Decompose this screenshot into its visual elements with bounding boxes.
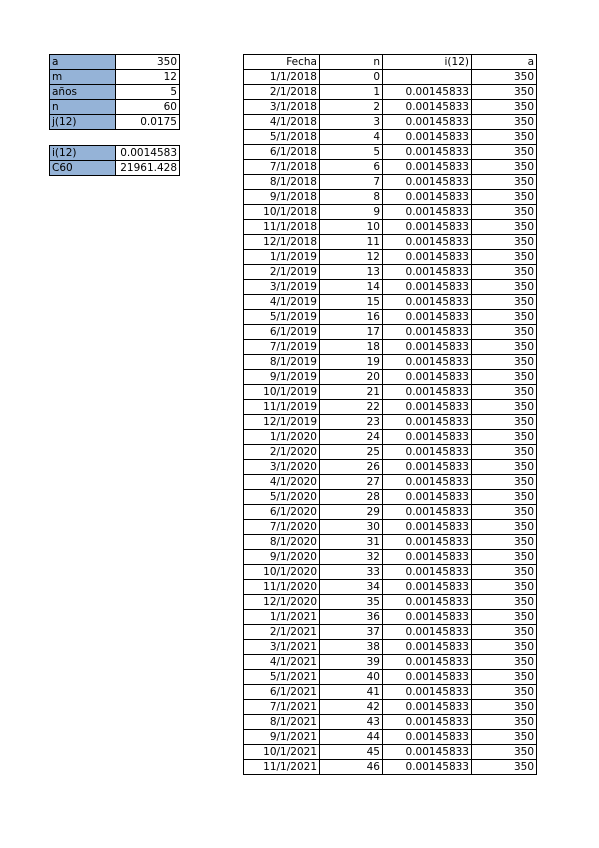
cell-n[interactable]: 5	[320, 145, 383, 160]
cell-fecha[interactable]: 1/1/2020	[244, 430, 320, 445]
cell-rate[interactable]: 0.00145833	[383, 85, 472, 100]
cell-a[interactable]: 350	[472, 535, 537, 550]
cell-n[interactable]: 14	[320, 280, 383, 295]
cell-a[interactable]: 350	[472, 580, 537, 595]
cell-a[interactable]: 350	[472, 385, 537, 400]
cell-a[interactable]: 350	[472, 190, 537, 205]
table-row	[244, 700, 537, 715]
cell-a[interactable]: 350	[472, 370, 537, 385]
param-value[interactable]: 0.0175	[116, 115, 180, 130]
param-label[interactable]: m	[50, 70, 116, 85]
cell-n[interactable]: 6	[320, 160, 383, 175]
param-row	[50, 115, 180, 130]
cell-n[interactable]: 31	[320, 535, 383, 550]
cell-n[interactable]: 39	[320, 655, 383, 670]
cell-fecha[interactable]: 3/1/2020	[244, 460, 320, 475]
cell-rate[interactable]: 0.00145833	[383, 745, 472, 760]
table-row	[244, 565, 537, 580]
table-row	[244, 205, 537, 220]
table-row	[244, 730, 537, 745]
cell-a[interactable]: 350	[472, 310, 537, 325]
cell-n[interactable]: 42	[320, 700, 383, 715]
cell-a[interactable]: 350	[472, 325, 537, 340]
param-label[interactable]: j(12)	[50, 115, 116, 130]
table-row	[244, 235, 537, 250]
table-row	[244, 475, 537, 490]
cell-n[interactable]: 38	[320, 640, 383, 655]
cell-a[interactable]: 350	[472, 700, 537, 715]
table-row	[244, 430, 537, 445]
cell-a[interactable]: 350	[472, 745, 537, 760]
cell-fecha[interactable]: 10/1/2021	[244, 745, 320, 760]
table-row	[244, 685, 537, 700]
cell-a[interactable]: 350	[472, 625, 537, 640]
cell-n[interactable]: 20	[320, 370, 383, 385]
table-row	[244, 535, 537, 550]
table-row	[244, 580, 537, 595]
payment-schedule-table	[243, 54, 537, 775]
cell-rate[interactable]: 0.00145833	[383, 250, 472, 265]
cell-n[interactable]: 18	[320, 340, 383, 355]
cell-fecha[interactable]: 3/1/2018	[244, 100, 320, 115]
table-row	[244, 145, 537, 160]
cell-n[interactable]: 4	[320, 130, 383, 145]
cell-fecha[interactable]: 10/1/2020	[244, 565, 320, 580]
table-row	[244, 385, 537, 400]
cell-n[interactable]: 33	[320, 565, 383, 580]
cell-n[interactable]: 9	[320, 205, 383, 220]
cell-a[interactable]: 350	[472, 640, 537, 655]
cell-n[interactable]: 27	[320, 475, 383, 490]
table-row	[244, 655, 537, 670]
cell-rate[interactable]: 0.00145833	[383, 670, 472, 685]
cell-a[interactable]: 350	[472, 70, 537, 85]
cell-rate[interactable]: 0.00145833	[383, 760, 472, 775]
table-row	[244, 415, 537, 430]
cell-fecha[interactable]: 8/1/2021	[244, 715, 320, 730]
cell-fecha[interactable]: 6/1/2021	[244, 685, 320, 700]
table-row	[244, 295, 537, 310]
cell-fecha[interactable]: 12/1/2020	[244, 595, 320, 610]
cell-rate[interactable]: 0.00145833	[383, 130, 472, 145]
cell-n[interactable]: 43	[320, 715, 383, 730]
cell-a[interactable]: 350	[472, 250, 537, 265]
cell-fecha[interactable]: 6/1/2020	[244, 505, 320, 520]
table-row	[244, 355, 537, 370]
param-label[interactable]: n	[50, 100, 116, 115]
cell-rate[interactable]: 0.00145833	[383, 460, 472, 475]
cell-fecha[interactable]: 7/1/2021	[244, 700, 320, 715]
cell-rate[interactable]: 0.00145833	[383, 385, 472, 400]
cell-n[interactable]: 3	[320, 115, 383, 130]
cell-n[interactable]: 40	[320, 670, 383, 685]
table-row	[244, 130, 537, 145]
cell-fecha[interactable]: 4/1/2018	[244, 115, 320, 130]
cell-a[interactable]: 350	[472, 145, 537, 160]
cell-a[interactable]: 350	[472, 355, 537, 370]
cell-a[interactable]: 350	[472, 400, 537, 415]
cell-a[interactable]: 350	[472, 490, 537, 505]
param-value[interactable]: 0.0014583	[116, 146, 180, 161]
header-a[interactable]: a	[472, 55, 537, 70]
cell-fecha[interactable]: 9/1/2019	[244, 370, 320, 385]
cell-rate[interactable]: 0.00145833	[383, 355, 472, 370]
cell-rate[interactable]: 0.00145833	[383, 685, 472, 700]
cell-a[interactable]: 350	[472, 670, 537, 685]
table-row	[244, 70, 537, 85]
cell-n[interactable]: 16	[320, 310, 383, 325]
cell-rate[interactable]: 0.00145833	[383, 295, 472, 310]
cell-fecha[interactable]: 5/1/2021	[244, 670, 320, 685]
cell-fecha[interactable]: 9/1/2020	[244, 550, 320, 565]
cell-rate[interactable]: 0.00145833	[383, 265, 472, 280]
cell-rate[interactable]: 0.00145833	[383, 220, 472, 235]
cell-a[interactable]: 350	[472, 265, 537, 280]
cell-fecha[interactable]: 1/1/2018	[244, 70, 320, 85]
cell-n[interactable]: 30	[320, 520, 383, 535]
cell-fecha[interactable]: 1/1/2021	[244, 610, 320, 625]
cell-fecha[interactable]: 3/1/2019	[244, 280, 320, 295]
table-row	[244, 115, 537, 130]
cell-n[interactable]: 45	[320, 745, 383, 760]
table-row	[244, 370, 537, 385]
cell-a[interactable]: 350	[472, 730, 537, 745]
cell-rate[interactable]: 0.00145833	[383, 115, 472, 130]
cell-a[interactable]: 350	[472, 115, 537, 130]
table-row	[244, 100, 537, 115]
cell-a[interactable]: 350	[472, 430, 537, 445]
cell-rate[interactable]: 0.00145833	[383, 550, 472, 565]
cell-rate[interactable]: 0.00145833	[383, 730, 472, 745]
param-row	[50, 100, 180, 115]
table-row	[244, 340, 537, 355]
cell-a[interactable]: 350	[472, 340, 537, 355]
header-rate[interactable]: i(12)	[383, 55, 472, 70]
cell-fecha[interactable]: 11/1/2020	[244, 580, 320, 595]
cell-fecha[interactable]: 4/1/2021	[244, 655, 320, 670]
table-row	[244, 220, 537, 235]
cell-n[interactable]: 32	[320, 550, 383, 565]
cell-n[interactable]: 36	[320, 610, 383, 625]
cell-rate[interactable]: 0.00145833	[383, 235, 472, 250]
cell-rate[interactable]: 0.00145833	[383, 475, 472, 490]
table-header-row	[244, 55, 537, 70]
cell-rate[interactable]: 0.00145833	[383, 640, 472, 655]
cell-fecha[interactable]: 2/1/2019	[244, 265, 320, 280]
cell-fecha[interactable]: 8/1/2019	[244, 355, 320, 370]
cell-n[interactable]: 28	[320, 490, 383, 505]
cell-rate[interactable]: 0.00145833	[383, 175, 472, 190]
param-label[interactable]: C60	[50, 161, 116, 176]
table-row	[244, 85, 537, 100]
cell-n[interactable]: 37	[320, 625, 383, 640]
cell-rate[interactable]: 0.00145833	[383, 535, 472, 550]
table-row	[244, 280, 537, 295]
table-row	[244, 490, 537, 505]
cell-fecha[interactable]: 11/1/2019	[244, 400, 320, 415]
param-row	[50, 85, 180, 100]
cell-fecha[interactable]: 10/1/2018	[244, 205, 320, 220]
table-row	[244, 520, 537, 535]
table-row	[244, 400, 537, 415]
cell-fecha[interactable]: 6/1/2019	[244, 325, 320, 340]
param-value[interactable]: 12	[116, 70, 180, 85]
cell-fecha[interactable]: 9/1/2018	[244, 190, 320, 205]
cell-fecha[interactable]: 11/1/2021	[244, 760, 320, 775]
table-row	[244, 595, 537, 610]
cell-rate[interactable]: 0.00145833	[383, 310, 472, 325]
cell-rate[interactable]: 0.00145833	[383, 565, 472, 580]
cell-fecha[interactable]: 7/1/2018	[244, 160, 320, 175]
cell-n[interactable]: 17	[320, 325, 383, 340]
cell-fecha[interactable]: 2/1/2020	[244, 445, 320, 460]
table-row	[244, 445, 537, 460]
table-row	[244, 550, 537, 565]
table-row	[244, 760, 537, 775]
cell-rate[interactable]: 0.00145833	[383, 610, 472, 625]
param-row	[50, 70, 180, 85]
param-value[interactable]: 21961.428	[116, 161, 180, 176]
parameters-table	[49, 54, 180, 130]
cell-n[interactable]: 10	[320, 220, 383, 235]
cell-a[interactable]: 350	[472, 475, 537, 490]
table-row	[244, 160, 537, 175]
cell-rate[interactable]: 0.00145833	[383, 190, 472, 205]
cell-fecha[interactable]: 2/1/2021	[244, 625, 320, 640]
cell-n[interactable]: 1	[320, 85, 383, 100]
results-table	[49, 145, 180, 176]
param-row	[50, 55, 180, 70]
param-value[interactable]: 350	[116, 55, 180, 70]
cell-n[interactable]: 35	[320, 595, 383, 610]
cell-fecha[interactable]: 5/1/2020	[244, 490, 320, 505]
cell-fecha[interactable]: 3/1/2021	[244, 640, 320, 655]
cell-n[interactable]: 0	[320, 70, 383, 85]
cell-a[interactable]: 350	[472, 295, 537, 310]
cell-rate[interactable]: 0.00145833	[383, 145, 472, 160]
cell-fecha[interactable]: 10/1/2019	[244, 385, 320, 400]
cell-a[interactable]: 350	[472, 280, 537, 295]
cell-a[interactable]: 350	[472, 520, 537, 535]
cell-fecha[interactable]: 12/1/2018	[244, 235, 320, 250]
cell-rate[interactable]: 0.00145833	[383, 205, 472, 220]
param-label[interactable]: a	[50, 55, 116, 70]
table-row	[244, 715, 537, 730]
cell-rate[interactable]: 0.00145833	[383, 715, 472, 730]
cell-rate[interactable]: 0.00145833	[383, 490, 472, 505]
cell-a[interactable]: 350	[472, 595, 537, 610]
cell-rate[interactable]: 0.00145833	[383, 655, 472, 670]
cell-rate[interactable]: 0.00145833	[383, 370, 472, 385]
cell-n[interactable]: 24	[320, 430, 383, 445]
cell-fecha[interactable]: 8/1/2020	[244, 535, 320, 550]
cell-rate[interactable]: 0.00145833	[383, 445, 472, 460]
cell-n[interactable]: 15	[320, 295, 383, 310]
cell-a[interactable]: 350	[472, 85, 537, 100]
cell-a[interactable]: 350	[472, 760, 537, 775]
cell-rate[interactable]: 0.00145833	[383, 100, 472, 115]
cell-a[interactable]: 350	[472, 655, 537, 670]
table-row	[244, 610, 537, 625]
cell-fecha[interactable]: 7/1/2020	[244, 520, 320, 535]
cell-n[interactable]: 11	[320, 235, 383, 250]
cell-rate[interactable]: 0.00145833	[383, 430, 472, 445]
cell-a[interactable]: 350	[472, 130, 537, 145]
cell-n[interactable]: 23	[320, 415, 383, 430]
cell-a[interactable]: 350	[472, 445, 537, 460]
cell-a[interactable]: 350	[472, 715, 537, 730]
cell-a[interactable]: 350	[472, 220, 537, 235]
cell-rate[interactable]: 0.00145833	[383, 415, 472, 430]
cell-fecha[interactable]: 4/1/2020	[244, 475, 320, 490]
cell-rate[interactable]	[383, 70, 472, 85]
table-row	[244, 670, 537, 685]
cell-n[interactable]: 8	[320, 190, 383, 205]
cell-rate[interactable]: 0.00145833	[383, 400, 472, 415]
table-row	[244, 505, 537, 520]
cell-n[interactable]: 25	[320, 445, 383, 460]
param-row	[50, 146, 180, 161]
cell-a[interactable]: 350	[472, 100, 537, 115]
table-row	[244, 640, 537, 655]
cell-n[interactable]: 19	[320, 355, 383, 370]
cell-rate[interactable]: 0.00145833	[383, 160, 472, 175]
cell-a[interactable]: 350	[472, 565, 537, 580]
cell-fecha[interactable]: 8/1/2018	[244, 175, 320, 190]
cell-fecha[interactable]: 12/1/2019	[244, 415, 320, 430]
table-row	[244, 175, 537, 190]
cell-n[interactable]: 22	[320, 400, 383, 415]
param-label[interactable]: años	[50, 85, 116, 100]
cell-n[interactable]: 26	[320, 460, 383, 475]
cell-fecha[interactable]: 5/1/2019	[244, 310, 320, 325]
header-fecha[interactable]: Fecha	[244, 55, 320, 70]
cell-rate[interactable]: 0.00145833	[383, 325, 472, 340]
cell-n[interactable]: 29	[320, 505, 383, 520]
param-label[interactable]: i(12)	[50, 146, 116, 161]
cell-n[interactable]: 44	[320, 730, 383, 745]
cell-rate[interactable]: 0.00145833	[383, 625, 472, 640]
cell-a[interactable]: 350	[472, 160, 537, 175]
cell-a[interactable]: 350	[472, 460, 537, 475]
cell-fecha[interactable]: 4/1/2019	[244, 295, 320, 310]
cell-a[interactable]: 350	[472, 505, 537, 520]
table-row	[244, 250, 537, 265]
cell-a[interactable]: 350	[472, 205, 537, 220]
cell-a[interactable]: 350	[472, 175, 537, 190]
cell-a[interactable]: 350	[472, 685, 537, 700]
param-value[interactable]: 60	[116, 100, 180, 115]
cell-fecha[interactable]: 11/1/2018	[244, 220, 320, 235]
cell-fecha[interactable]: 6/1/2018	[244, 145, 320, 160]
table-row	[244, 625, 537, 640]
cell-n[interactable]: 13	[320, 265, 383, 280]
cell-n[interactable]: 7	[320, 175, 383, 190]
cell-rate[interactable]: 0.00145833	[383, 700, 472, 715]
cell-n[interactable]: 34	[320, 580, 383, 595]
param-row	[50, 161, 180, 176]
cell-fecha[interactable]: 1/1/2019	[244, 250, 320, 265]
table-row	[244, 265, 537, 280]
table-row	[244, 325, 537, 340]
header-n[interactable]: n	[320, 55, 383, 70]
cell-n[interactable]: 41	[320, 685, 383, 700]
cell-n[interactable]: 46	[320, 760, 383, 775]
cell-rate[interactable]: 0.00145833	[383, 340, 472, 355]
cell-a[interactable]: 350	[472, 610, 537, 625]
cell-a[interactable]: 350	[472, 415, 537, 430]
cell-n[interactable]: 2	[320, 100, 383, 115]
cell-rate[interactable]: 0.00145833	[383, 280, 472, 295]
cell-n[interactable]: 12	[320, 250, 383, 265]
cell-fecha[interactable]: 7/1/2019	[244, 340, 320, 355]
cell-rate[interactable]: 0.00145833	[383, 505, 472, 520]
cell-n[interactable]: 21	[320, 385, 383, 400]
table-row	[244, 460, 537, 475]
table-row	[244, 745, 537, 760]
cell-a[interactable]: 350	[472, 550, 537, 565]
cell-rate[interactable]: 0.00145833	[383, 595, 472, 610]
cell-fecha[interactable]: 5/1/2018	[244, 130, 320, 145]
table-row	[244, 190, 537, 205]
cell-rate[interactable]: 0.00145833	[383, 580, 472, 595]
cell-fecha[interactable]: 9/1/2021	[244, 730, 320, 745]
cell-rate[interactable]: 0.00145833	[383, 520, 472, 535]
table-row	[244, 310, 537, 325]
cell-fecha[interactable]: 2/1/2018	[244, 85, 320, 100]
param-value[interactable]: 5	[116, 85, 180, 100]
cell-a[interactable]: 350	[472, 235, 537, 250]
